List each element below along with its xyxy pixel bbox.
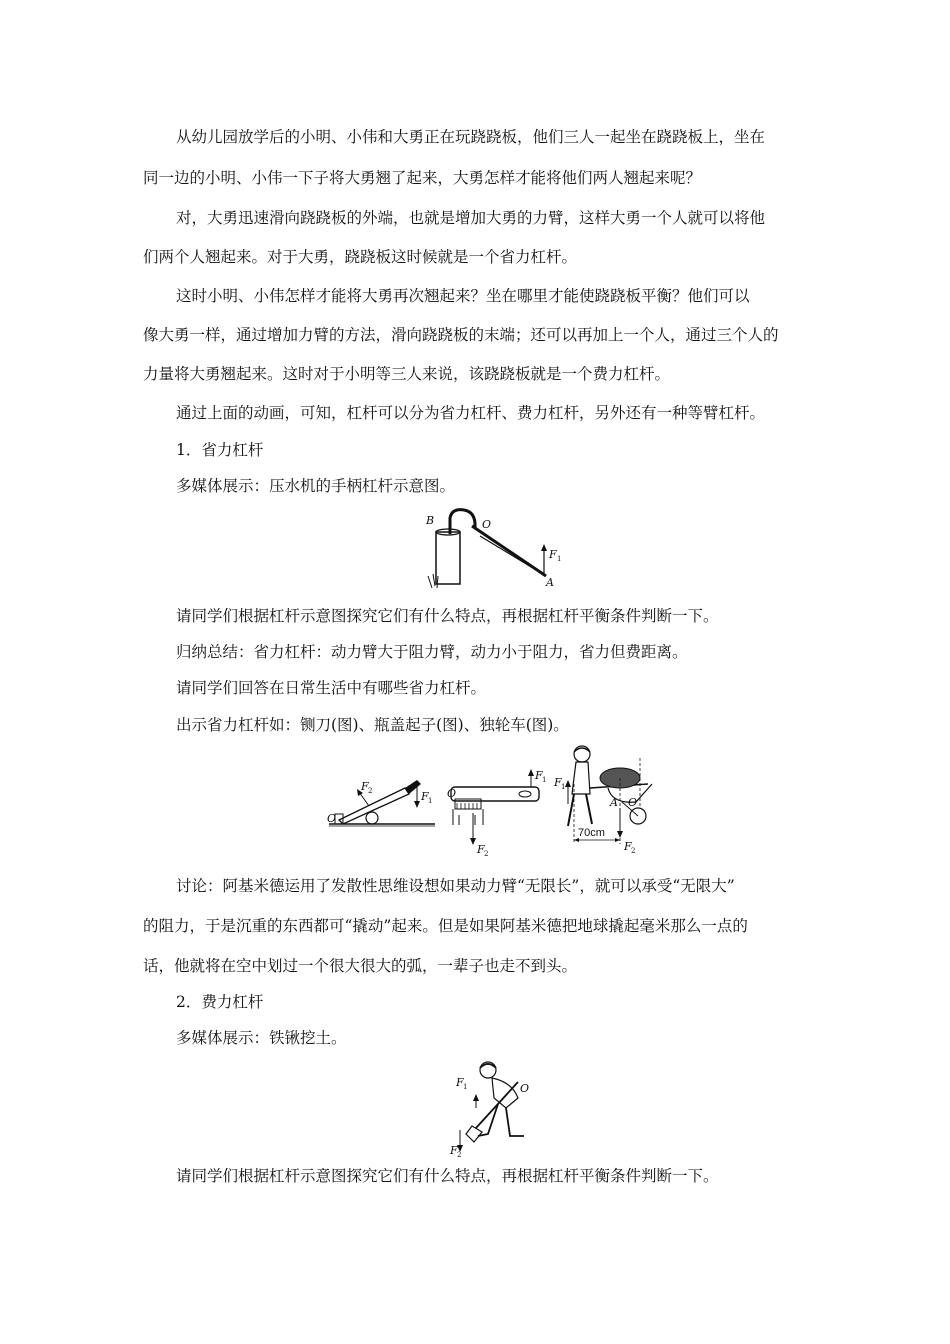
label-O: O: [520, 1082, 530, 1095]
label-sub: 2: [457, 1151, 462, 1159]
label-sub: 1: [463, 1083, 468, 1091]
wheelbarrow-figure: [552, 744, 667, 856]
label-O: O: [628, 796, 638, 809]
section-heading: 1．省力杠杆: [176, 441, 264, 459]
label-F: F: [477, 843, 485, 856]
paragraph-line: 通过上面的动画，可知，杠杆可以分为省力杠杆、费力杠杆，另外还有一种等臂杠杆。: [176, 404, 766, 422]
paragraph-line: 从幼儿园放学后的小明、小伟和大勇正在玩跷跷板，他们三人一起坐在跷跷板上，坐在: [176, 128, 766, 146]
label-sub: 2: [631, 847, 636, 855]
bottle-opener-figure: [445, 765, 555, 860]
label-B: B: [426, 514, 435, 527]
paragraph-line: 对，大勇迅速滑向跷跷板的外端，也就是增加大勇的力臂，这样大勇一个人就可以将他: [176, 209, 766, 227]
label-sub: 2: [368, 787, 373, 795]
paragraph-line: 的阻力，于是沉重的东西都可“撬动”起来。但是如果阿基米德把地球撬起毫米那么一点的: [143, 917, 748, 935]
label-F: F: [549, 548, 557, 561]
paragraph-line: 这时小明、小伟怎样才能将大勇再次翘起来？坐在哪里才能使跷跷板平衡？他们可以: [176, 287, 750, 305]
paragraph-line: 多媒体展示：铁锹挖土。: [176, 1029, 347, 1047]
paragraph-line: 们两个人翘起来。对于大勇，跷跷板这时候就是一个省力杠杆。: [143, 248, 578, 266]
label-sub: 1: [557, 555, 562, 563]
paragraph-line: 讨论：阿基米德运用了发散性思维设想如果动力臂“无限长”，就可以承受“无限大”: [176, 877, 735, 895]
label-A: A: [610, 796, 618, 809]
label-sub: 1: [542, 776, 547, 784]
paragraph-line: 请同学们回答在日常生活中有哪些省力杠杆。: [176, 679, 487, 697]
label-F: F: [361, 780, 369, 793]
paragraph-line: 请同学们根据杠杆示意图探究它们有什么特点，再根据杠杆平衡条件判断一下。: [176, 607, 719, 625]
label-sub: 1: [428, 797, 433, 805]
label-sub: 2: [484, 850, 489, 858]
paragraph-line: 请同学们根据杠杆示意图探究它们有什么特点，再根据杠杆平衡条件判断一下。: [176, 1167, 719, 1185]
shovel-figure: [448, 1056, 538, 1160]
paragraph-line: 同一边的小明、小伟一下子将大勇翘了起来，大勇怎样才能将他们两人翘起来呢？: [143, 169, 702, 187]
label-O: O: [327, 812, 337, 825]
cutter-figure: [325, 770, 440, 832]
label-F: F: [624, 840, 632, 853]
paragraph-line: 像大勇一样，通过增加力臂的方法，滑向跷跷板的末端；还可以再加上一个人，通过三个人的: [143, 326, 779, 344]
section-heading: 2．费力杠杆: [176, 993, 264, 1011]
label-F: F: [456, 1076, 464, 1089]
label-A: A: [546, 576, 554, 588]
pump-lever-figure: [420, 506, 570, 588]
label-F: F: [450, 1144, 458, 1157]
paragraph-line: 力量将大勇翘起来。这时对于小明等三人来说，该跷跷板就是一个费力杠杆。: [143, 365, 671, 383]
distance-label: 70cm: [578, 827, 605, 839]
label-F: F: [421, 790, 429, 803]
label-F: F: [554, 776, 562, 789]
summary-line: 归纳总结：省力杠杆：动力臂大于阻力臂，动力小于阻力，省力但费距离。: [176, 643, 688, 661]
paragraph-line: 话，他就将在空中划过一个很大很大的弧，一辈子也走不到头。: [143, 957, 578, 975]
paragraph-line: 多媒体展示：压水机的手柄杠杆示意图。: [176, 477, 456, 495]
label-F: F: [535, 769, 543, 782]
label-sub: 1: [561, 783, 566, 791]
paragraph-line: 出示省力杠杆如：铡刀(图)、瓶盖起子(图)、独轮车(图)。: [176, 716, 569, 734]
label-O: O: [482, 518, 492, 531]
label-O: O: [447, 787, 457, 800]
